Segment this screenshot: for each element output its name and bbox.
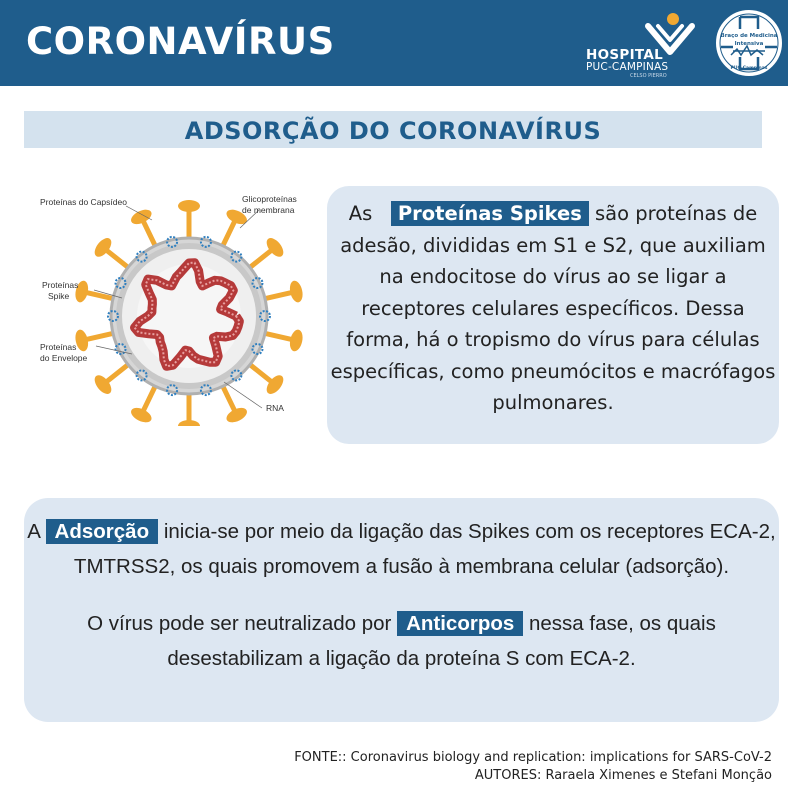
antibody-pre: O vírus pode ser neutralizado por — [87, 612, 392, 635]
adsorption-pre: A — [27, 520, 40, 543]
hospital-subtitle: PUC-CAMPINAS — [586, 61, 669, 73]
label-spike-1: Proteínas — [42, 280, 79, 290]
header-bar — [0, 0, 788, 86]
spike-head — [178, 200, 200, 212]
hospital-logo — [584, 8, 704, 80]
antibody-highlight: Anticorpos — [397, 611, 523, 636]
liga-logo — [713, 7, 785, 79]
spike-info-body: são proteínas de adesão, divididas em S1 e S2, que auxiliam na endocitose do vírus ao se ligar a receptores celulares específicos. Dessa forma, há o tropismo do vírus para células específicas, como pneumócitos e macrófagos pulmonares. — [330, 202, 776, 414]
source-citation: FONTE:: Coronavirus biology and replication: implications for SARS-CoV-2 — [294, 750, 772, 765]
spike-head — [129, 405, 154, 425]
antibody-paragraph — [24, 606, 779, 676]
adsorption-info-panel — [24, 498, 779, 722]
spike-head — [178, 420, 200, 426]
label-envelope-2: do Envelope — [40, 353, 88, 363]
hospital-name: HOSPITAL — [586, 47, 664, 63]
section-band — [24, 111, 762, 148]
spike-head — [224, 405, 249, 425]
adsorption-highlight: Adsorção — [46, 519, 159, 544]
label-envelope-1: Proteínas — [40, 342, 77, 352]
adsorption-paragraph — [24, 514, 779, 584]
label-rna: RNA — [266, 403, 284, 413]
spike-head — [288, 279, 305, 303]
liga-name-line2: Intensiva — [734, 41, 764, 47]
hospital-tagline: CELSO PIERRO — [630, 73, 667, 79]
spike-info-text — [327, 198, 779, 419]
label-capsid-proteins: Proteínas do Capsídeo — [40, 197, 127, 207]
coronavirus-diagram — [34, 186, 316, 426]
antibody-body: nessa fase, os quais desestabilizam a ligação da proteína S com ECA-2. — [167, 612, 716, 670]
label-spike-2: Spike — [48, 291, 70, 301]
section-title: ADSORÇÃO DO CORONAVÍRUS — [184, 117, 602, 145]
label-glycoproteins-1: Glicoproteínas — [242, 194, 297, 204]
spike-info-panel — [327, 186, 779, 444]
authors-credit: AUTORES: Raraela Ximenes e Stefani Monção — [474, 768, 772, 783]
paragraph-gap — [24, 584, 779, 606]
page-title: CORONAVÍRUS — [26, 20, 335, 63]
liga-name-line1: Braço de Medicina — [720, 33, 778, 39]
spike-highlight: Proteínas Spikes — [391, 201, 589, 226]
liga-name-line3: PUC-Campinas — [730, 66, 768, 71]
spike-head — [288, 328, 305, 352]
adsorption-body: inicia-se por meio da ligação das Spikes com os receptores ECA-2, TMTRSS2, os quais promovem a fusão à membrana celular (adsorção). — [73, 520, 776, 578]
label-glycoproteins-2: de membrana — [242, 205, 295, 215]
adsorption-info-text — [24, 514, 779, 676]
spike-info-pre: As — [348, 202, 373, 225]
